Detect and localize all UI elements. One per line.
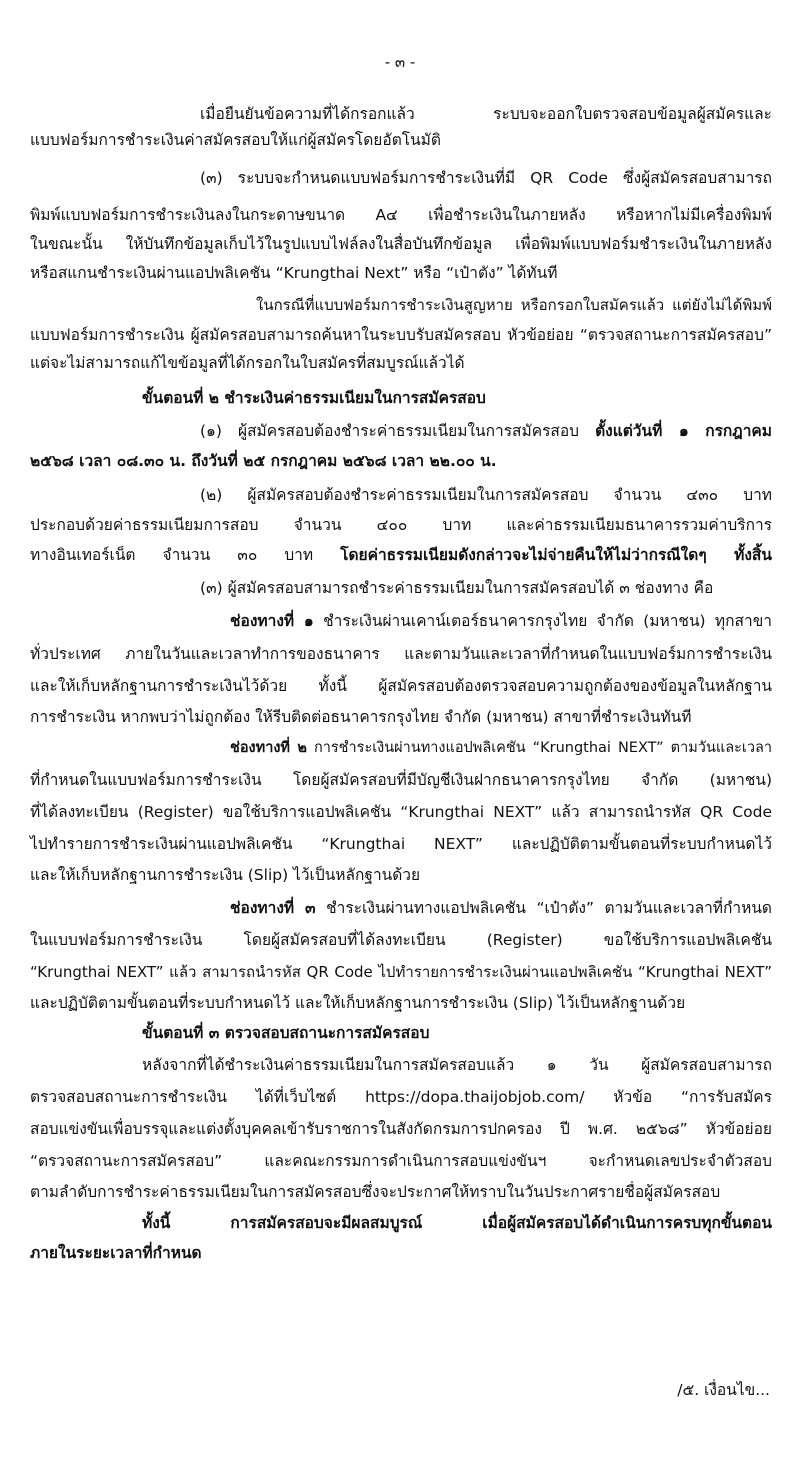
paragraph-line: การชำระเงิน หากพบว่าไม่ถูกต้อง ให้รีบติดต่อธนาคารกรุงไทย จำกัด (มหาชน) สาขาที่ชำระเงินทันที: [30, 708, 692, 726]
date-range-end: ๒๕๖๘ เวลา ๐๘.๓๐ น. ถึงวันที่ ๒๕ กรกฎาคม ๒๕๖๘ เวลา ๒๒.๐๐ น.: [30, 452, 497, 470]
paragraph-line: สอบแข่งขันเพื่อบรรจุและแต่งตั้งบุคคลเข้ารับราชการในสังกัดกรมการปกครอง ปี พ.ศ. ๒๕๖๘” หัวข้อย่อย: [30, 1120, 772, 1138]
paragraph-line: เมื่อยืนยันข้อความที่ได้กรอกแล้ว ระบบจะออกใบตรวจสอบข้อมูลผู้สมัครและ: [200, 105, 772, 123]
page-number: - ๓ -: [384, 53, 416, 71]
paragraph-line: ในกรณีที่แบบฟอร์มการชำระเงินสูญหาย หรือกรอกใบสมัครแล้ว แต่ยังไม่ได้พิมพ์: [256, 296, 772, 314]
paragraph-line: (๒) ผู้สมัครสอบต้องชำระค่าธรรมเนียมในการสมัครสอบ จำนวน ๔๓๐ บาท: [200, 486, 772, 504]
paragraph-line: ในขณะนั้น ให้บันทึกข้อมูลเก็บไว้ในรูปแบบไฟล์ลงในสื่อบันทึกข้อมูล เพื่อพิมพ์แบบฟอร์มชำระเงินในภายหลัง: [30, 235, 772, 253]
paragraph-line: ที่ได้ลงทะเบียน (Register) ขอใช้บริการแอปพลิเคชัน “Krungthai NEXT” แล้ว สามารถนำรหัส QR Code: [30, 803, 772, 821]
paragraph-line: (๓) ระบบจะกำหนดแบบฟอร์มการชำระเงินที่มี QR Code ซึ่งผู้สมัครสอบสามารถ: [200, 169, 772, 187]
paragraph-line: และให้เก็บหลักฐานการชำระเงิน (Slip) ไว้เป็นหลักฐานด้วย: [30, 866, 421, 884]
paragraph-line: หลังจากที่ได้ชำระเงินค่าธรรมเนียมในการสมัครสอบแล้ว ๑ วัน ผู้สมัครสอบสามารถ: [142, 1056, 772, 1074]
channel-1-label: ช่องทางที่ ๑: [230, 612, 314, 630]
paragraph-line: ที่กำหนดในแบบฟอร์มการชำระเงิน โดยผู้สมัครสอบที่มีบัญชีเงินฝากธนาคารกรุงไทย จำกัด (มหาชน): [30, 771, 772, 789]
step-2-heading: ขั้นตอนที่ ๒ ชำระเงินค่าธรรมเนียมในการสมัครสอบ: [142, 389, 486, 407]
paragraph-line: และปฏิบัติตามขั้นตอนที่ระบบกำหนดไว้ และให้เก็บหลักฐานการชำระเงิน (Slip) ไว้เป็นหลักฐานด้วย: [30, 994, 686, 1012]
paragraph-line: ช่องทางที่ ๑ ชำระเงินผ่านเคาน์เตอร์ธนาคารกรุงไทย จำกัด (มหาชน) ทุกสาขา: [230, 612, 772, 630]
paragraph-line: แบบฟอร์มการชำระเงิน ผู้สมัครสอบสามารถค้นหาในระบบรับสมัครสอบ หัวข้อย่อย “ตรวจสถานะการสมัครสอบ”: [30, 326, 772, 344]
step-3-heading: ขั้นตอนที่ ๓ ตรวจสอบสถานะการสมัครสอบ: [142, 1024, 430, 1042]
paragraph-line: แต่จะไม่สามารถแก้ไขข้อมูลที่ได้กรอกในใบสมัครที่สมบูรณ์แล้วได้: [30, 354, 465, 372]
paragraph-line: ไปทำรายการชำระเงินผ่านแอปพลิเคชัน “Krungthai NEXT” และปฏิบัติตามขั้นตอนที่ระบบกำหนดไว้: [30, 835, 772, 853]
channel-3-label: ช่องทางที่ ๓: [230, 899, 316, 917]
channel-2-label: ช่องทางที่ ๒: [230, 740, 307, 756]
date-range-start: ตั้งแต่วันที่ ๑ กรกฎาคม: [595, 422, 772, 440]
paragraph-line: ประกอบด้วยค่าธรรมเนียมการสอบ จำนวน ๔๐๐ บาท และค่าธรรมเนียมธนาคารรวมค่าบริการ: [30, 516, 772, 534]
paragraph-line: และให้เก็บหลักฐานการชำระเงินไว้ด้วย ทั้งนี้ ผู้สมัครสอบต้องตรวจสอบความถูกต้องของข้อมูลในหลักฐาน: [30, 677, 772, 695]
paragraph-line: “Krungthai NEXT” แล้ว สามารถนำรหัส QR Code ไปทำรายการชำระเงินผ่านแอปพลิเคชัน “Krungthai NEXT”: [30, 963, 772, 981]
closing-statement: ทั้งนี้ การสมัครสอบจะมีผลสมบูรณ์ เมื่อผู้สมัครสอบได้ดำเนินการครบทุกขั้นตอน: [142, 1214, 772, 1232]
paragraph-line: แบบฟอร์มการชำระเงินค่าสมัครสอบให้แก่ผู้สมัครโดยอัตโนมัติ: [30, 131, 441, 149]
paragraph-line: “ตรวจสถานะการสมัครสอบ” และคณะกรรมการดำเนินการสอบแข่งขันฯ จะกำหนดเลขประจำตัวสอบ: [30, 1152, 772, 1170]
non-refundable-notice: โดยค่าธรรมเนียมดังกล่าวจะไม่จ่ายคืนให้ไม่ว่ากรณีใดๆ ทั้งสิ้น: [340, 546, 772, 564]
closing-statement: ภายในระยะเวลาที่กำหนด: [30, 1244, 202, 1262]
paragraph-line: พิมพ์แบบฟอร์มการชำระเงินลงในกระดาษขนาด A๔ เพื่อชำระเงินในภายหลัง หรือหากไม่มีเครื่องพิมพ์: [30, 206, 772, 224]
paragraph-line: (๓) ผู้สมัครสอบสามารถชำระค่าธรรมเนียมในการสมัครสอบได้ ๓ ช่องทาง คือ: [200, 579, 714, 597]
paragraph-line: ทั่วประเทศ ภายในวันและเวลาทำการของธนาคาร และตามวันและเวลาที่กำหนดในแบบฟอร์มการชำระเงิน: [30, 645, 772, 663]
paragraph-line: ในแบบฟอร์มการชำระเงิน โดยผู้สมัครสอบที่ได้ลงทะเบียน (Register) ขอใช้บริการแอปพลิเคชัน: [30, 931, 772, 949]
paragraph-line: ตรวจสอบสถานะการชำระเงิน ได้ที่เว็บไซต์ https://dopa.thaijobjob.com/ หัวข้อ “การรับสมัคร: [30, 1088, 772, 1106]
paragraph-line: ตามลำดับการชำระค่าธรรมเนียมในการสมัครสอบซึ่งจะประกาศให้ทราบในวันประกาศรายชื่อผู้สมัครสอบ: [30, 1183, 721, 1201]
paragraph-line: (๑) ผู้สมัครสอบต้องชำระค่าธรรมเนียมในการสมัครสอบ ตั้งแต่วันที่ ๑ กรกฎาคม: [200, 422, 772, 440]
paragraph-line: ทางอินเทอร์เน็ต จำนวน ๓๐ บาท โดยค่าธรรมเนียมดังกล่าวจะไม่จ่ายคืนให้ไม่ว่ากรณีใดๆ ทั้งสิ้น: [30, 546, 772, 564]
paragraph-line: ช่องทางที่ ๓ ชำระเงินผ่านทางแอปพลิเคชัน “เป๋าตัง” ตามวันและเวลาที่กำหนด: [230, 899, 772, 917]
continuation-marker: /๕. เงื่อนไข...: [677, 1381, 770, 1399]
paragraph-line: ช่องทางที่ ๒ การชำระเงินผ่านทางแอปพลิเคชัน “Krungthai NEXT” ตามวันและเวลา: [230, 740, 772, 756]
paragraph-line: หรือสแกนชำระเงินผ่านแอปพลิเคชัน “Krungthai Next” หรือ “เป๋าตัง” ได้ทันที: [30, 264, 558, 282]
